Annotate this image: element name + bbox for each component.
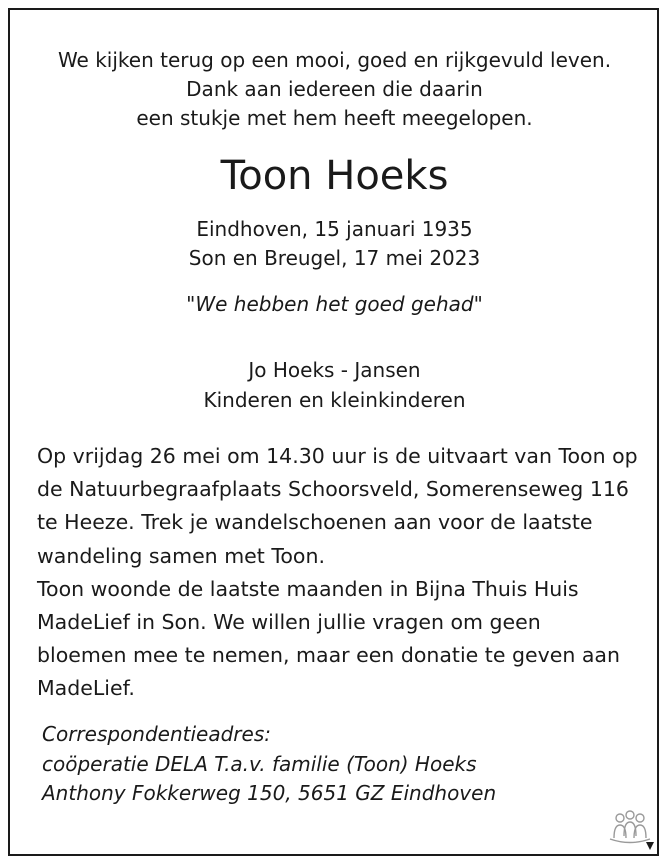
family-names xyxy=(0,355,669,415)
intro-text xyxy=(0,46,669,133)
intro-line: We kijken terug op een mooi, goed en rijkgevuld leven. xyxy=(57,48,612,72)
family-line: Jo Hoeks - Jansen xyxy=(248,358,421,382)
details-line: bloemen mee te nemen, maar een donatie te geven aan xyxy=(37,643,620,668)
details-line: te Heeze. Trek je wandelschoenen aan voor de laatste xyxy=(37,510,593,535)
death-line: Son en Breugel, 17 mei 2023 xyxy=(188,246,481,270)
address-line: coöperatie DELA T.a.v. familie (Toon) Hoeks xyxy=(42,751,477,776)
family-line: Kinderen en kleinkinderen xyxy=(203,388,466,412)
correspondence-address xyxy=(42,720,496,809)
details-line: Toon woonde de laatste maanden in Bijna Thuis Huis xyxy=(37,576,579,601)
details-line: MadeLief. xyxy=(37,676,135,701)
funeral-details xyxy=(37,440,637,706)
intro-line: een stukje met hem heeft meegelopen. xyxy=(136,106,533,130)
address-line: Anthony Fokkerweg 150, 5651 GZ Eindhoven xyxy=(42,781,497,805)
deceased-name: Toon Hoeks xyxy=(220,153,449,199)
address-line: Correspondentieadres: xyxy=(42,722,271,746)
quote: "We hebben het goed gehad" xyxy=(186,292,483,316)
details-line: de Natuurbegraafplaats Schoorsveld, Somerenseweg 116 xyxy=(37,477,629,502)
details-line: MadeLief in Son. We willen jullie vragen om geen xyxy=(37,610,541,635)
intro-line: Dank aan iedereen die daarin xyxy=(186,77,483,101)
details-line: Op vrijdag 26 mei om 14.30 uur is de uitvaart van Toon op xyxy=(37,444,638,468)
triangle-down-icon xyxy=(646,842,654,850)
people-group-icon xyxy=(606,808,654,852)
life-dates xyxy=(0,215,669,273)
details-line: wandeling samen met Toon. xyxy=(37,543,325,568)
birth-line: Eindhoven, 15 januari 1935 xyxy=(196,217,473,241)
